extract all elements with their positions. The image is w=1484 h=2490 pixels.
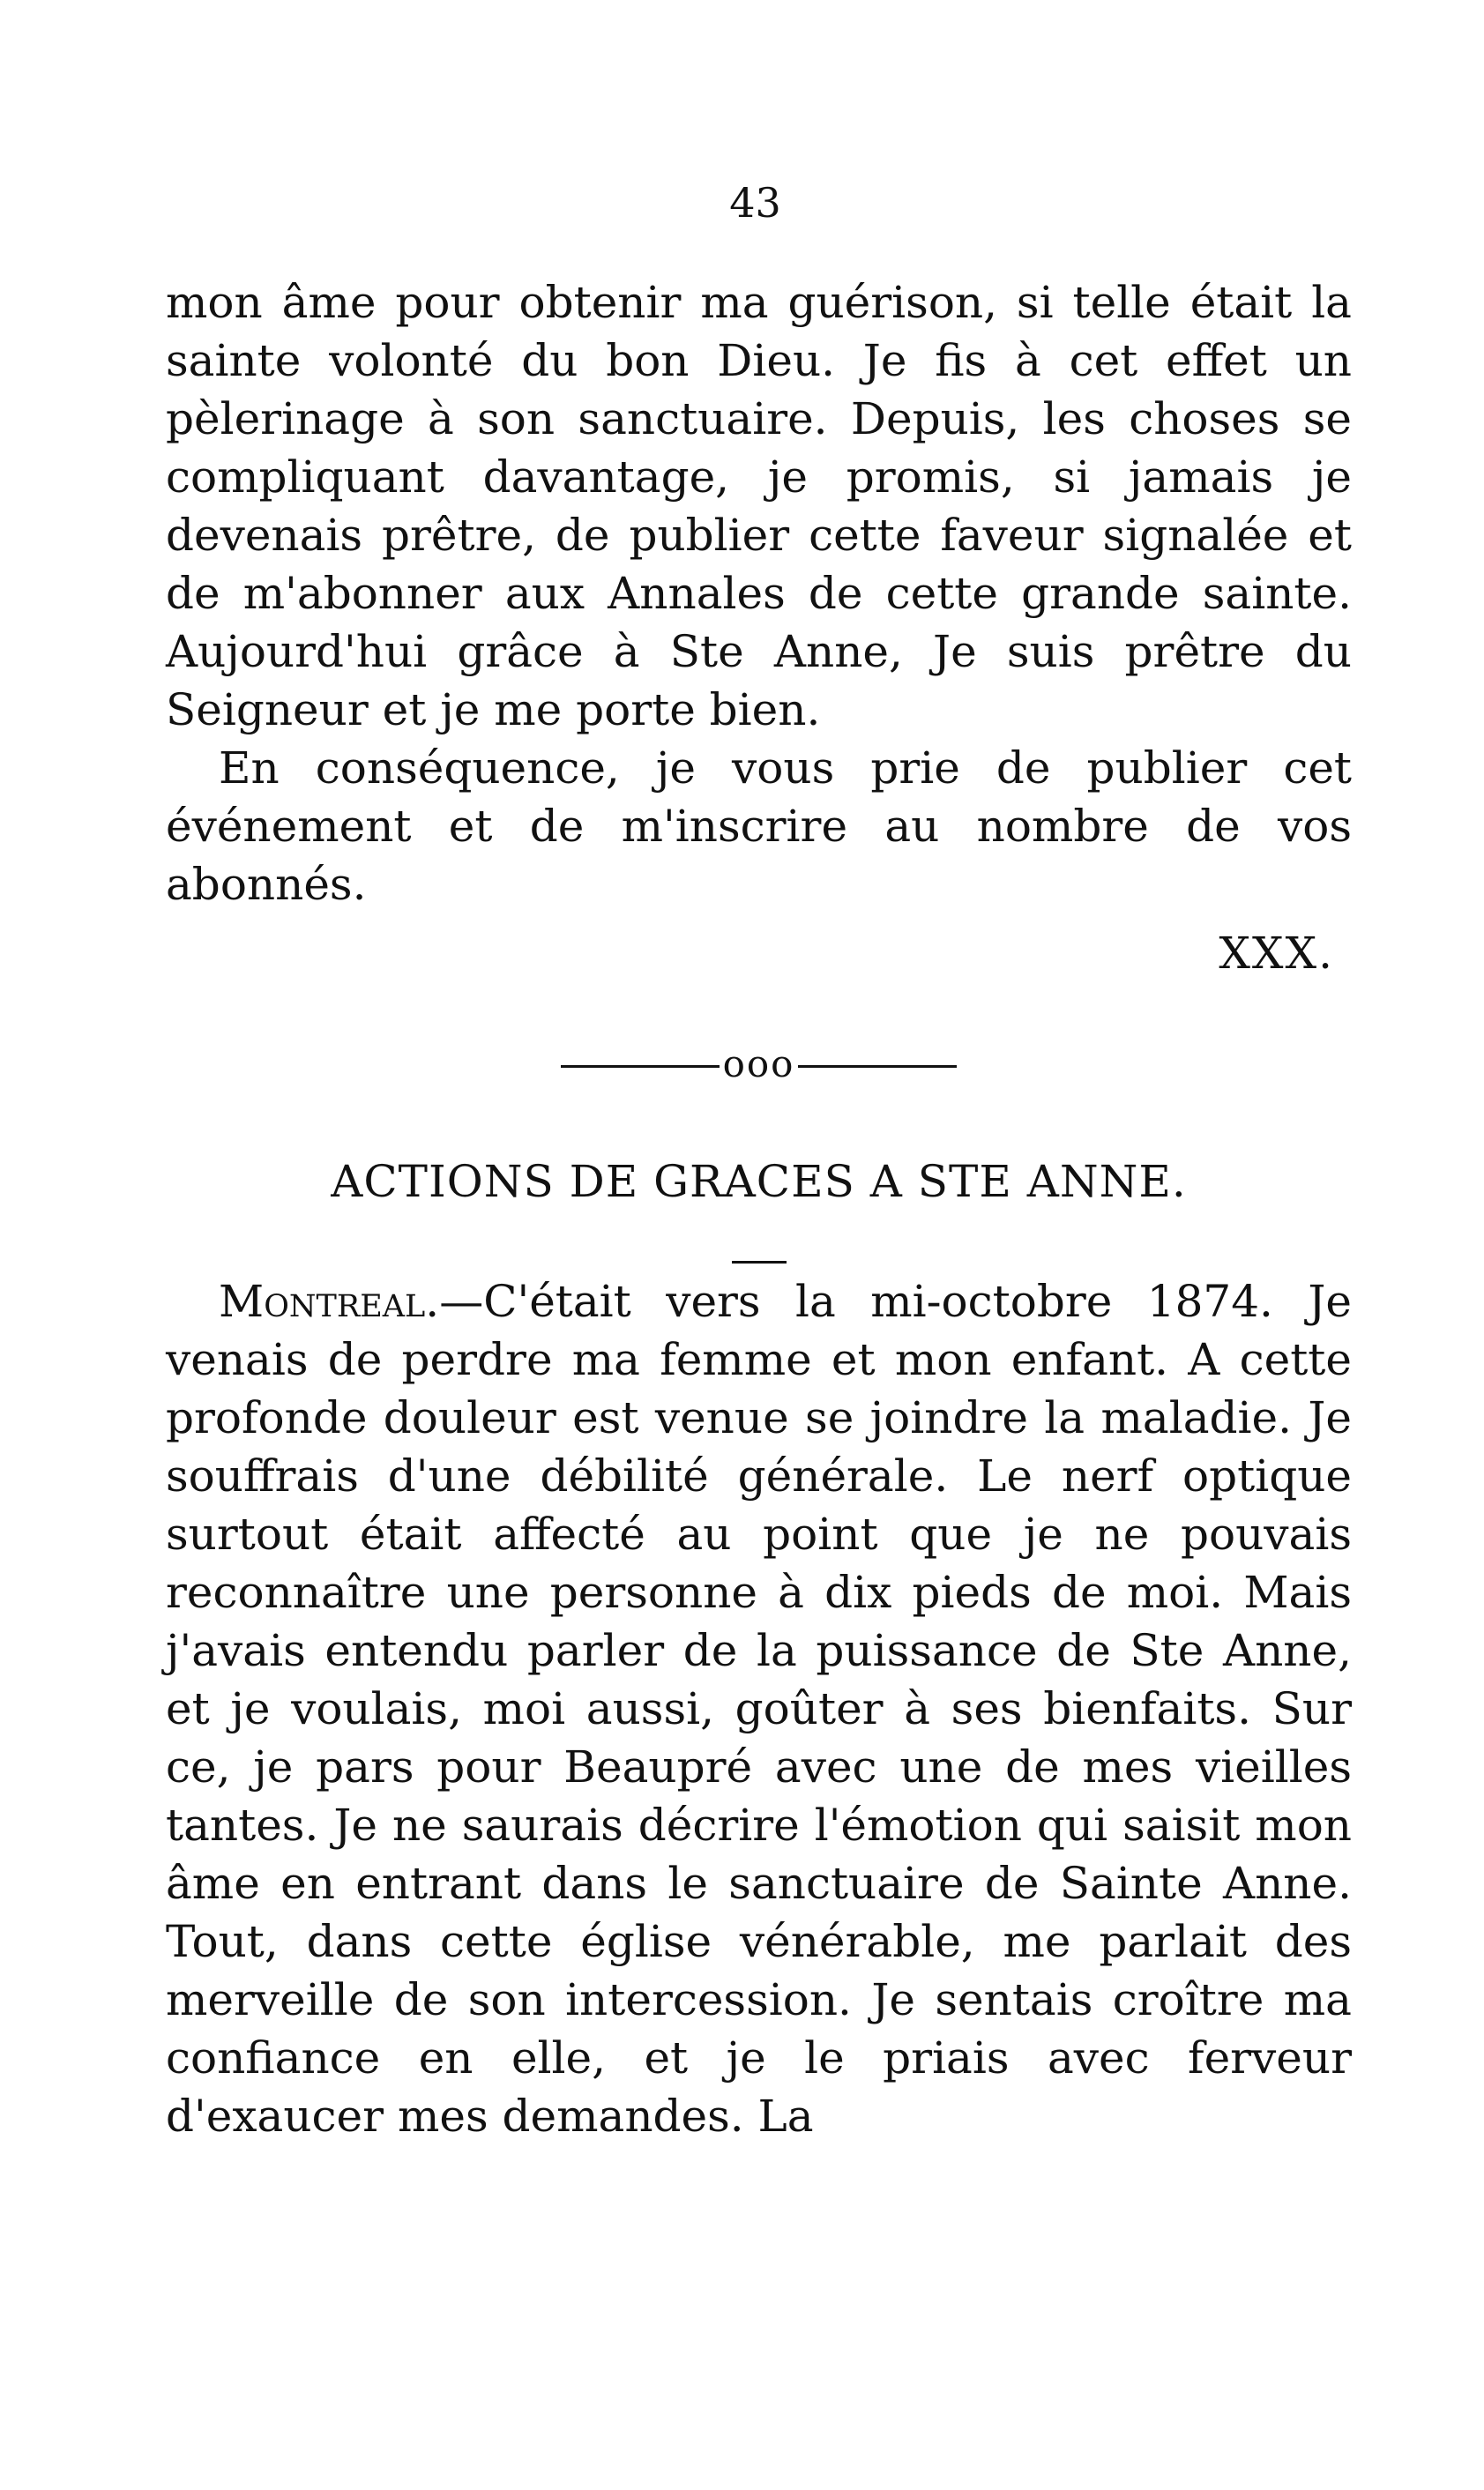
section-separator	[166, 1037, 1352, 1090]
section-heading: ACTIONS DE GRACES A STE ANNE.	[331, 1156, 1187, 1207]
letter-signature: XXX.	[1219, 928, 1334, 979]
book-page	[166, 176, 1352, 2145]
page-number: 43	[729, 179, 781, 227]
place-name: Montreal.	[219, 1276, 440, 1327]
letter-paragraph-1: mon âme pour obtenir ma guérison, si telle était la sainte volonté du bon Dieu. Je fis à cet effet un pèlerinage à son sanctuaire. Depuis, les choses se compliquant davantage, je promis, si jamais je devenais prêtre, de publier cette faveur signalée et de m'abonner aux Annales de cette grande sainte. Aujourd'hui grâce à Ste Anne, Je suis prêtre du Seigneur et je me porte bien.	[166, 277, 1352, 735]
separator-ornament: ooo	[722, 1041, 795, 1085]
heading-rule	[732, 1261, 787, 1264]
section-paragraph	[166, 1272, 1352, 2145]
section-body-text: —C'était vers la mi-octobre 1874. Je venais de perdre ma femme et mon enfant. A cette profonde douleur est venue se joindre la maladie. Je souffrais d'une débilité générale. Le nerf optique surtout était affecté au point que je ne pouvais reconnaître une personne à dix pieds de moi. Mais j'avais entendu parler de la puissance de Ste Anne, et je voulais, moi aussi, goûter à ses bienfaits. Sur ce, je pars pour Beaupré avec une de mes vieilles tantes. Je ne saurais décrire l'émotion qui saisit mon âme en entrant dans le sanctuaire de Sainte Anne. Tout, dans cette église vénérable, me parlait des merveille de son intercession. Je sentais croître ma confiance en elle, et je le priais avec ferveur d'exaucer mes demandes. La	[166, 1276, 1352, 2142]
letter-paragraph-2: En conséquence, je vous prie de publier cet événement et de m'inscrire au nombre de vos abonnés.	[166, 742, 1352, 910]
separator-line-left	[561, 1065, 720, 1068]
separator-line-right	[798, 1065, 957, 1068]
